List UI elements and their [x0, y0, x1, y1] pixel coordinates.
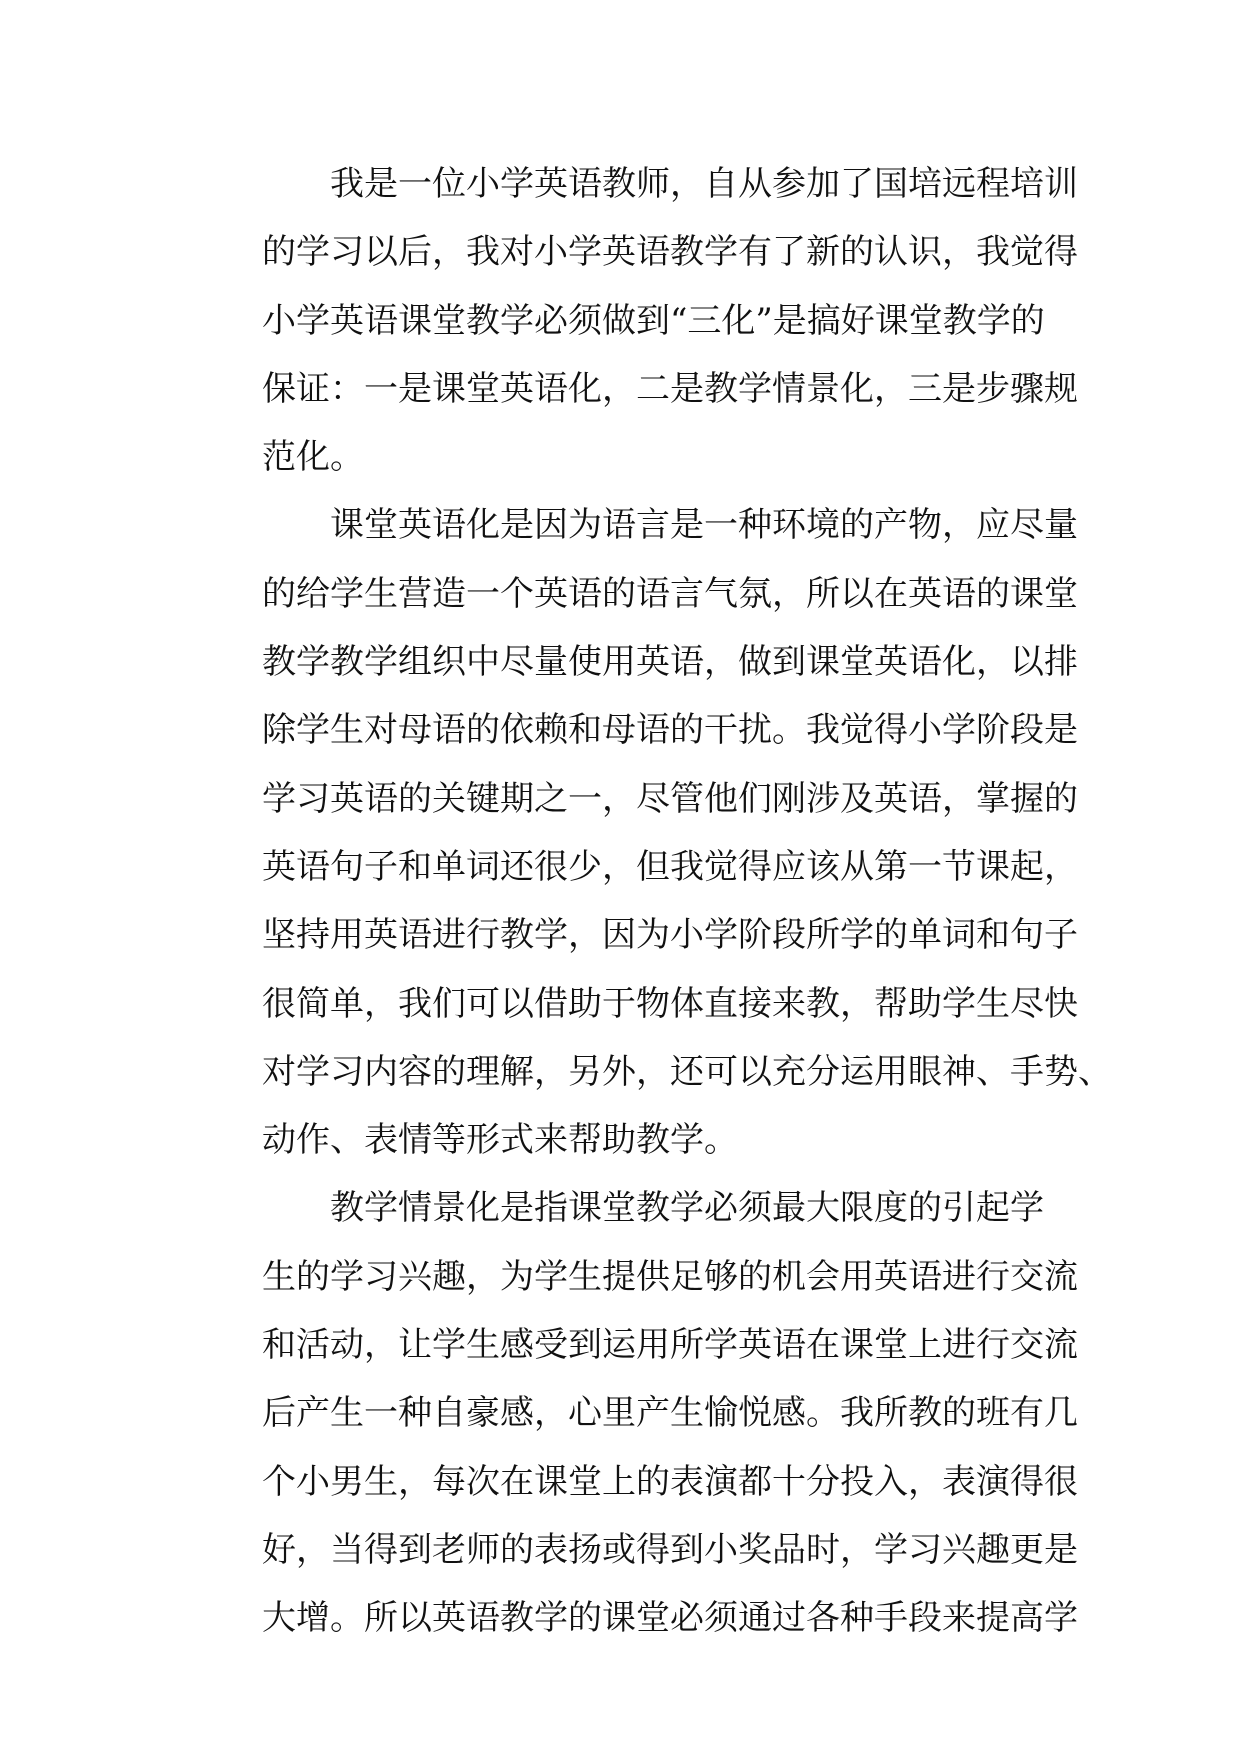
text-line: 课堂英语化是因为语言是一种环境的产物，应尽量 — [330, 505, 1078, 546]
text-line: 对学习内容的理解，另外，还可以充分运用眼神、手势、 — [262, 1051, 1112, 1092]
text-line: 好，当得到老师的表扬或得到小奖品时，学习兴趣更是 — [262, 1529, 1078, 1570]
body-text — [262, 150, 1112, 1653]
text-line: 后产生一种自豪感，心里产生愉悦感。我所教的班有几 — [262, 1393, 1078, 1434]
text-line: 很简单，我们可以借助于物体直接来教，帮助学生尽快 — [262, 983, 1078, 1024]
paragraph-3 — [262, 1174, 1078, 1652]
paragraph-2 — [262, 491, 1112, 1174]
text-line: 的给学生营造一个英语的语言气氛，所以在英语的课堂 — [262, 573, 1078, 614]
text-line: 除学生对母语的依赖和母语的干扰。我觉得小学阶段是 — [262, 710, 1078, 751]
text-line: 教学情景化是指课堂教学必须最大限度的引起学 — [330, 1188, 1044, 1229]
text-line: 我是一位小学英语教师，自从参加了国培远程培训 — [330, 164, 1078, 204]
text-line: 个小男生，每次在课堂上的表演都十分投入，表演得很 — [262, 1461, 1078, 1502]
paragraph-1 — [262, 150, 1078, 491]
text-line: 大增。所以英语教学的课堂必须通过各种手段来提高学 — [262, 1598, 1078, 1639]
text-line: 生的学习兴趣，为学生提供足够的机会用英语进行交流 — [262, 1256, 1078, 1297]
text-line: 保证：一是课堂英语化，二是教学情景化，三是步骤规 — [262, 368, 1078, 409]
text-line: 小学英语课堂教学必须做到“三化”是搞好课堂教学的 — [262, 300, 1045, 341]
text-line: 的学习以后，我对小学英语教学有了新的认识，我觉得 — [262, 232, 1078, 273]
text-line: 坚持用英语进行教学，因为小学阶段所学的单词和句子 — [262, 915, 1078, 956]
text-line: 学习英语的关键期之一，尽管他们刚涉及英语，掌握的 — [262, 778, 1078, 819]
text-line: 和活动，让学生感受到运用所学英语在课堂上进行交流 — [262, 1325, 1078, 1366]
text-line: 教学教学组织中尽量使用英语，做到课堂英语化，以排 — [262, 642, 1078, 683]
text-line: 范化。 — [262, 437, 364, 478]
text-line: 英语句子和单词还很少，但我觉得应该从第一节课起， — [262, 846, 1078, 887]
text-line: 动作、表情等形式来帮助教学。 — [262, 1120, 738, 1161]
